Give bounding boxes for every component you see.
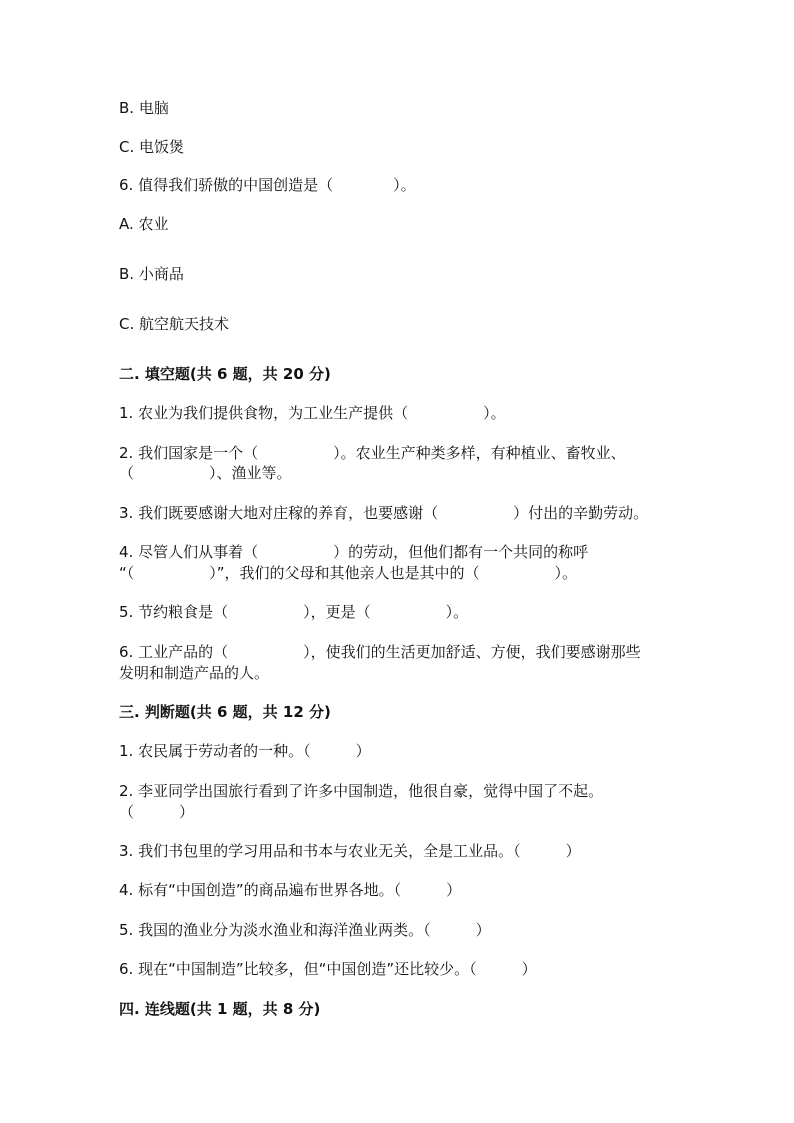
fill-item-2-line2: （ ）、渔业等。	[119, 464, 292, 482]
section-3-title: 三. 判断题(共 6 题，共 12 分)	[119, 703, 331, 721]
judge-item-5: 5. 我国的渔业分为淡水渔业和海洋渔业两类。（ ）	[119, 921, 491, 939]
fill-item-2-line1: 2. 我们国家是一个（ ）。农业生产种类多样，有种植业、畜牧业、	[119, 444, 626, 462]
fill-item-4-line2: “（ ）”，我们的父母和其他亲人也是其中的（ ）。	[119, 564, 578, 582]
fill-item-6-line2: 发明和制造产品的人。	[119, 664, 270, 682]
fill-item-5: 5. 节约粮食是（ ），更是（ ）。	[119, 603, 469, 621]
judge-item-6: 6. 现在“中国制造”比较多，但“中国创造”还比较少。（ ）	[119, 960, 537, 978]
judge-item-3: 3. 我们书包里的学习用品和书本与农业无关，全是工业品。（ ）	[119, 842, 581, 860]
option-6b: B. 小商品	[119, 265, 184, 283]
option-5b: B. 电脑	[119, 99, 169, 117]
option-5c: C. 电饭煲	[119, 138, 185, 156]
fill-item-4-line1: 4. 尽管人们从事着（ ）的劳动，但他们都有一个共同的称呼	[119, 543, 589, 561]
fill-item-1: 1. 农业为我们提供食物，为工业生产提供（ ）。	[119, 404, 506, 422]
option-6a: A. 农业	[119, 215, 169, 233]
judge-item-2-line2: （ ）	[119, 803, 195, 821]
section-4-title: 四. 连线题(共 1 题，共 8 分)	[119, 1000, 321, 1018]
option-6c: C. 航空航天技术	[119, 315, 230, 333]
judge-item-1: 1. 农民属于劳动者的一种。（ ）	[119, 742, 371, 760]
fill-item-3: 3. 我们既要感谢大地对庄稼的养育，也要感谢（ ）付出的辛勤劳动。	[119, 504, 649, 522]
judge-item-2-line1: 2. 李亚同学出国旅行看到了许多中国制造，他很自豪，觉得中国了不起。	[119, 782, 604, 800]
judge-item-4: 4. 标有“中国创造”的商品遍布世界各地。（ ）	[119, 881, 462, 899]
question-6-stem: 6. 值得我们骄傲的中国创造是（ ）。	[119, 176, 416, 194]
section-2-title: 二. 填空题(共 6 题，共 20 分)	[119, 365, 331, 383]
fill-item-6-line1: 6. 工业产品的（ ），使我们的生活更加舒适、方便，我们要感谢那些	[119, 643, 641, 661]
